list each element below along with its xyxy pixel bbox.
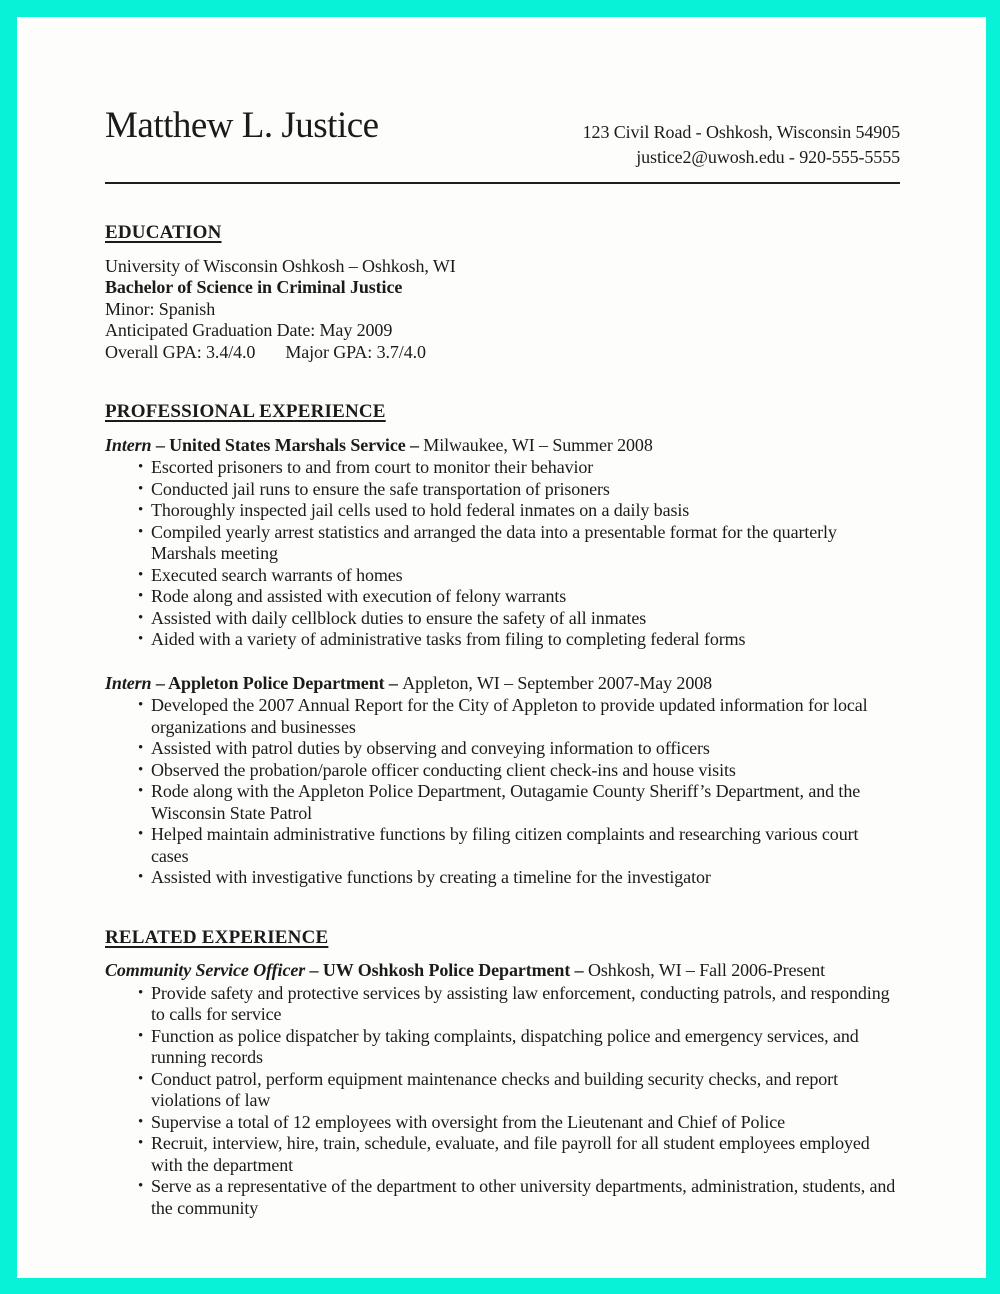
bullet-item: • Escorted prisoners to and from court to monitor their behavior — [138, 457, 900, 479]
job-company: Appleton Police Department — [168, 672, 385, 693]
job-appleton-police — [105, 673, 900, 889]
address-line: 123 Civil Road - Oshkosh, Wisconsin 54905 — [582, 122, 900, 142]
gpa-major: Major GPA: 3.7/4.0 — [285, 341, 426, 362]
job-dash: – — [305, 960, 323, 980]
job-title — [105, 673, 900, 695]
bullet-item: • Rode along and assisted with execution of felony warrants — [138, 586, 900, 608]
bullet-item: • Compiled yearly arrest statistics and arranged the data into a presentable format for the quarterly Marshals meeting — [138, 522, 900, 565]
job-dash: – — [405, 434, 424, 455]
person-name: Matthew L. Justice — [105, 105, 379, 146]
job-location-date: Appleton, WI – September 2007-May 2008 — [402, 672, 713, 693]
job-dash: – — [384, 672, 403, 693]
job-dash: – — [151, 672, 169, 693]
section-professional-experience — [105, 387, 900, 889]
graduation-line: Anticipated Graduation Date: May 2009 — [105, 320, 393, 340]
section-education — [105, 208, 900, 363]
professional-experience-heading: PROFESSIONAL EXPERIENCE — [105, 401, 386, 422]
job-company: UW Oshkosh Police Department — [322, 960, 571, 980]
bullet-item: • Supervise a total of 12 employees with oversight from the Lieutenant and Chief of Police — [138, 1112, 900, 1134]
resume-page — [17, 17, 986, 1278]
degree-line: Bachelor of Science in Criminal Justice — [105, 277, 403, 297]
bullet-list — [105, 457, 900, 651]
bullet-list — [105, 983, 900, 1220]
resume-header — [105, 105, 900, 170]
bullet-item: • Provide safety and protective services by assisting law enforcement, conducting patrols, and responding to calls for service — [138, 983, 900, 1026]
job-role: Community Service Officer — [105, 960, 306, 980]
bullet-item: • Conduct patrol, perform equipment maintenance checks and building security checks, and report violations of law — [138, 1069, 900, 1112]
bullet-item: • Function as police dispatcher by taking complaints, dispatching police and emergency services, and running records — [138, 1026, 900, 1069]
bullet-list — [105, 695, 900, 889]
contact-line: justice2@uwosh.edu - 920-555-5555 — [636, 147, 900, 167]
job-location-date: Oshkosh, WI – Fall 2006-Present — [587, 960, 825, 980]
job-dash: – — [151, 434, 170, 455]
gpa-line — [105, 342, 900, 364]
bullet-item: • Conducted jail runs to ensure the safe transportation of prisoners — [138, 479, 900, 501]
gpa-overall: Overall GPA: 3.4/4.0 — [105, 341, 256, 362]
job-title — [105, 960, 900, 982]
bullet-item: • Helped maintain administrative functions by filing citizen complaints and researching various court cases — [138, 824, 900, 867]
bullet-item: • Assisted with investigative functions by creating a timeline for the investigator — [138, 867, 900, 889]
bullet-item: • Assisted with patrol duties by observing and conveying information to officers — [138, 738, 900, 760]
bullet-item: • Serve as a representative of the department to other university departments, administration, students, and the community — [138, 1176, 900, 1219]
bullet-item: • Rode along with the Appleton Police Department, Outagamie County Sheriff’s Department, and the Wisconsin State Patrol — [138, 781, 900, 824]
job-dash: – — [570, 960, 588, 980]
resume-content — [17, 17, 986, 1219]
bullet-item: • Observed the probation/parole officer conducting client check-ins and house visits — [138, 760, 900, 782]
job-title — [105, 435, 900, 457]
bullet-item: • Thoroughly inspected jail cells used to hold federal inmates on a daily basis — [138, 500, 900, 522]
job-company: United States Marshals Service — [169, 434, 406, 455]
bullet-item: • Assisted with daily cellblock duties to ensure the safety of all inmates — [138, 608, 900, 630]
contact-block — [583, 120, 900, 170]
header-divider — [105, 182, 900, 184]
bullet-item: • Executed search warrants of homes — [138, 565, 900, 587]
bullet-item: • Recruit, interview, hire, train, schedule, evaluate, and file payroll for all student employees employed with the department — [138, 1133, 900, 1176]
bullet-item: • Developed the 2007 Annual Report for the City of Appleton to provide updated information for local organizations and businesses — [138, 695, 900, 738]
education-heading: EDUCATION — [105, 222, 222, 243]
related-experience-heading: RELATED EXPERIENCE — [105, 926, 329, 948]
bullet-item: • Aided with a variety of administrative tasks from filing to completing federal forms — [138, 629, 900, 651]
job-marshals-service — [105, 435, 900, 651]
minor-line: Minor: Spanish — [105, 298, 216, 319]
education-details — [105, 256, 900, 364]
school-line: University of Wisconsin Oshkosh – Oshkosh, WI — [105, 255, 456, 276]
job-role: Intern — [105, 434, 152, 455]
section-related-experience — [105, 913, 900, 1220]
job-role: Intern — [105, 672, 152, 693]
job-location-date: Milwaukee, WI – Summer 2008 — [423, 434, 653, 455]
job-uw-oshkosh-police — [105, 960, 900, 1219]
